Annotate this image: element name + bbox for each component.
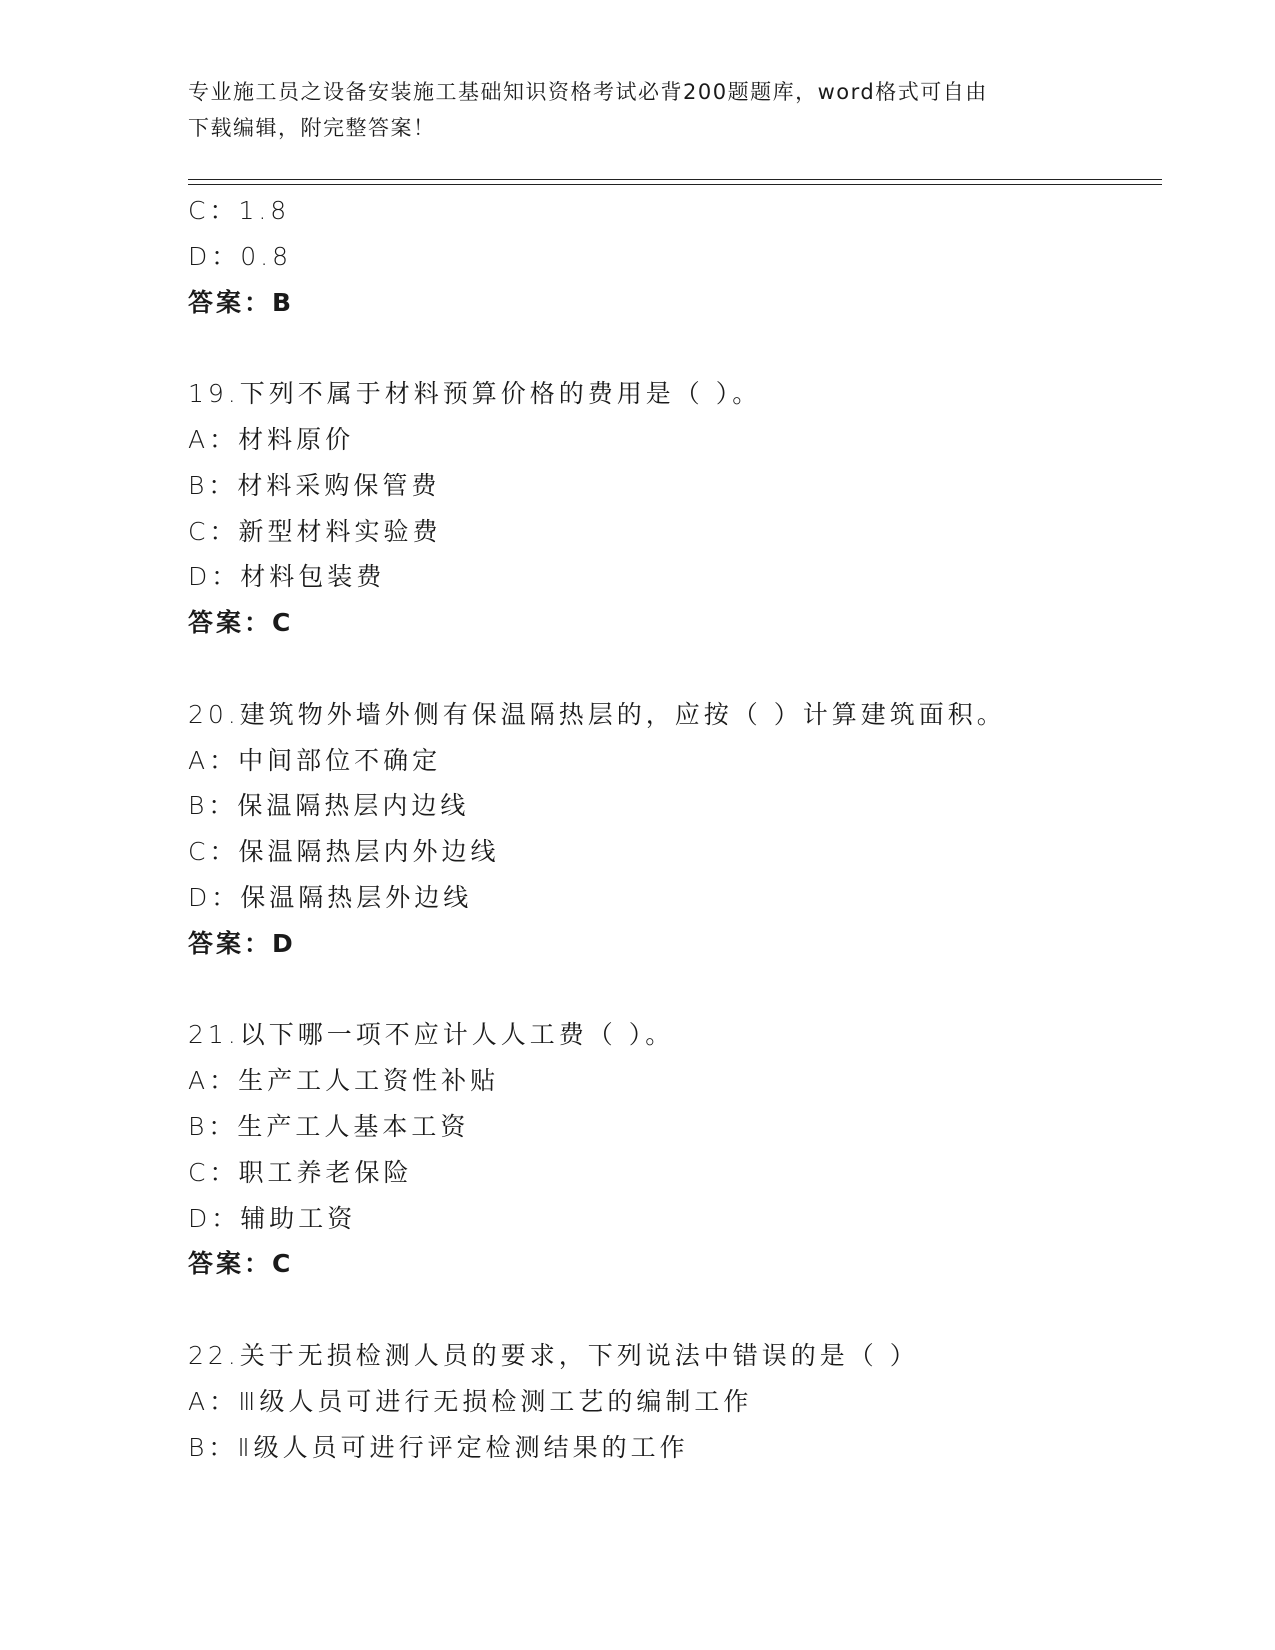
- option-b: B：生产工人基本工资: [188, 1111, 470, 1141]
- question-stem: 21.以下哪一项不应计人人工费（ ）。: [188, 1020, 675, 1050]
- answer-line: 答案：B: [188, 287, 295, 317]
- option-d: D：保温隔热层外边线: [188, 882, 473, 912]
- spacer: [188, 967, 1162, 1013]
- spacer: [188, 1287, 1162, 1333]
- option-d: D：辅助工资: [188, 1203, 357, 1233]
- spacer: [188, 325, 1162, 371]
- previous-question-tail: [188, 188, 1162, 325]
- header-double-rule: [188, 179, 1162, 185]
- option-c: C：1.8: [188, 196, 291, 225]
- question-22: [188, 1333, 1162, 1470]
- option-c: C：新型材料实验费: [188, 516, 442, 546]
- answer-line: 答案：C: [188, 1249, 294, 1279]
- option-c: C：职工养老保险: [188, 1157, 413, 1187]
- spacer: [188, 646, 1162, 692]
- option-a: A：中间部位不确定: [188, 745, 442, 775]
- option-d: D：材料包装费: [188, 562, 386, 592]
- question-19: [188, 371, 1162, 646]
- option-c: C：保温隔热层内外边线: [188, 837, 500, 867]
- answer-line: 答案：C: [188, 608, 294, 638]
- option-b: B：材料采购保管费: [188, 470, 441, 500]
- question-stem: 19.下列不属于材料预算价格的费用是（ ）。: [188, 379, 762, 409]
- option-b: B：Ⅱ级人员可进行评定检测结果的工作: [188, 1432, 689, 1462]
- page-header: [188, 74, 1068, 146]
- question-stem: 20.建筑物外墙外侧有保温隔热层的，应按（ ）计算建筑面积。: [188, 699, 1006, 729]
- option-a: A：Ⅲ级人员可进行无损检测工艺的编制工作: [188, 1386, 753, 1416]
- option-a: A：材料原价: [188, 424, 355, 454]
- header-title-line-1: 专业施工员之设备安装施工基础知识资格考试必背200题题库，word格式可自由: [188, 80, 988, 104]
- header-title-line-2: 下载编辑，附完整答案！: [188, 116, 436, 140]
- question-20: [188, 692, 1162, 967]
- option-d: D：0.8: [188, 241, 293, 271]
- answer-line: 答案：D: [188, 928, 296, 958]
- question-21: [188, 1012, 1162, 1287]
- option-a: A：生产工人工资性补贴: [188, 1066, 500, 1096]
- question-stem: 22.关于无损检测人员的要求，下列说法中错误的是（ ）: [188, 1340, 919, 1370]
- option-b: B：保温隔热层内边线: [188, 791, 470, 821]
- question-content: [188, 188, 1162, 1470]
